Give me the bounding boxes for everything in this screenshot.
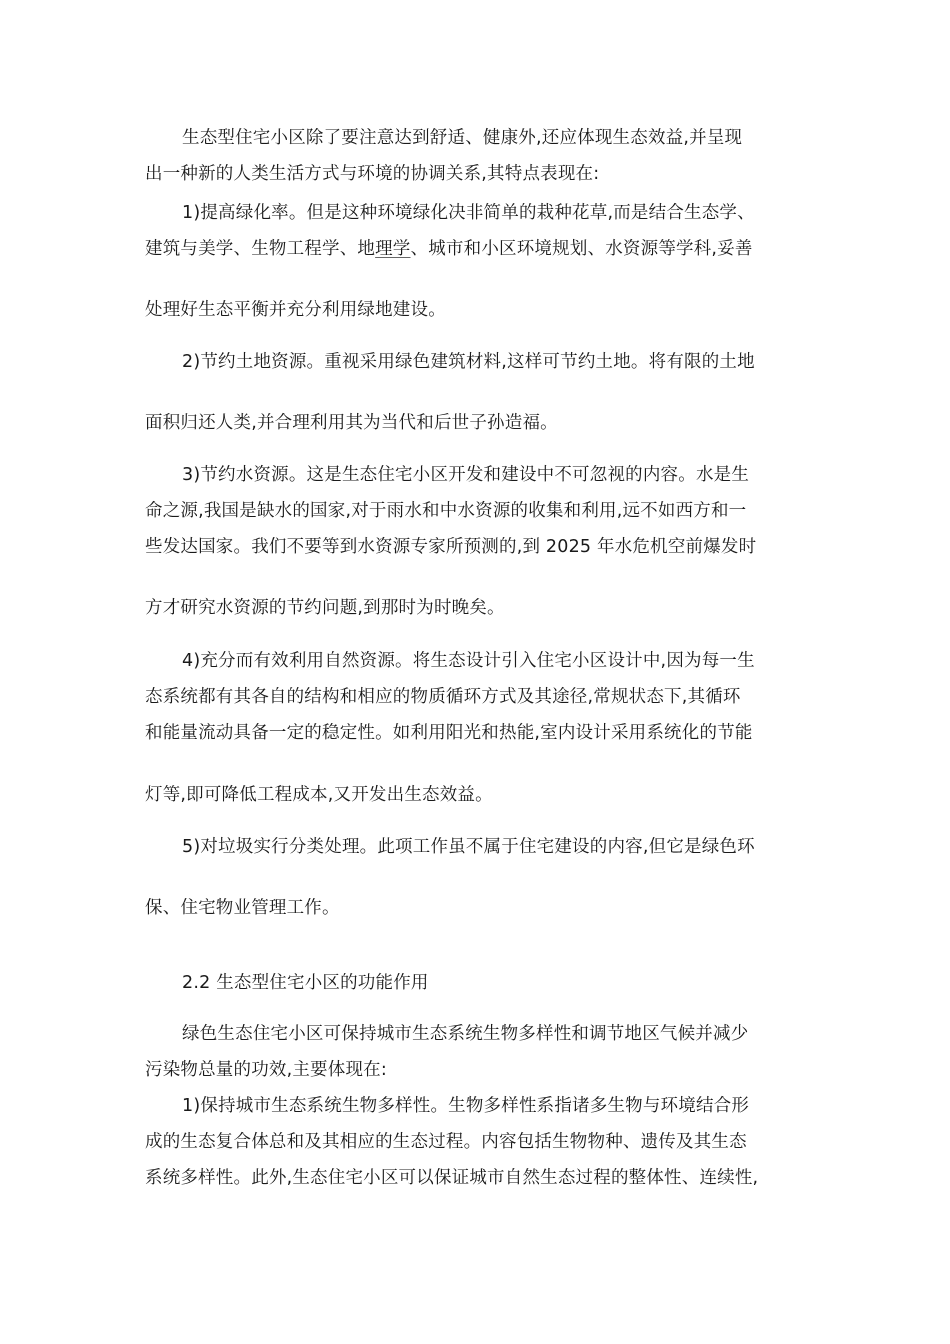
paragraph-line: 命之源,我国是缺水的国家,对于雨水和中水资源的收集和利用,远不如西方和一 (145, 501, 747, 521)
paragraph-line: 和能量流动具备一定的稳定性。如利用阳光和热能,室内设计采用系统化的节能 (145, 723, 753, 743)
paragraph-line: 处理好生态平衡并充分利用绿地建设。 (145, 300, 446, 320)
line-segment: 建筑与美学、生物工程学、地 (145, 239, 376, 259)
term-link[interactable]: 理学 (375, 239, 411, 259)
paragraph-line: 态系统都有其各自的结构和相应的物质循环方式及其途径,常规状态下,其循环 (145, 687, 741, 707)
paragraph-line: 绿色生态住宅小区可保持城市生态系统生物多样性和调节地区气候并减少 (182, 1024, 749, 1044)
paragraph-line: 3)节约水资源。这是生态住宅小区开发和建设中不可忽视的内容。水是生 (182, 465, 750, 485)
paragraph-line: 方才研究水资源的节约问题,到那时为时晚矣。 (145, 598, 505, 618)
paragraph-line: 2)节约土地资源。重视采用绿色建筑材料,这样可节约土地。将有限的土地 (182, 352, 755, 372)
paragraph-line: 系统多样性。此外,生态住宅小区可以保证城市自然生态过程的整体性、连续性, (145, 1168, 759, 1188)
paragraph-line: 1)提高绿化率。但是这种环境绿化决非简单的栽种花草,而是结合生态学、 (182, 203, 755, 223)
paragraph-line: 面积归还人类,并合理利用其为当代和后世子孙造福。 (145, 413, 558, 433)
paragraph-line: 灯等,即可降低工程成本,又开发出生态效益。 (145, 785, 493, 805)
paragraph-line: 1)保持城市生态系统生物多样性。生物多样性系指诸多生物与环境结合形 (182, 1096, 750, 1116)
section-heading: 2.2 生态型住宅小区的功能作用 (182, 973, 429, 993)
paragraph-line: 生态型住宅小区除了要注意达到舒适、健康外,还应体现生态效益,并呈现 (182, 128, 743, 148)
paragraph-line: 4)充分而有效利用自然资源。将生态设计引入住宅小区设计中,因为每一生 (182, 651, 755, 671)
paragraph-line: 保、住宅物业管理工作。 (145, 898, 340, 918)
paragraph-line: 污染物总量的功效,主要体现在: (145, 1060, 387, 1080)
line-segment: 、城市和小区环境规划、水资源等学科,妥善 (410, 239, 753, 259)
paragraph-line: 些发达国家。我们不要等到水资源专家所预测的,到 2025 年水危机空前爆发时 (145, 537, 757, 557)
paragraph-line (145, 237, 753, 261)
paragraph-line: 成的生态复合体总和及其相应的生态过程。内容包括生物物种、遗传及其生态 (145, 1132, 747, 1152)
paragraph-line: 5)对垃圾实行分类处理。此项工作虽不属于住宅建设的内容,但它是绿色环 (182, 837, 755, 857)
paragraph-line: 出一种新的人类生活方式与环境的协调关系,其特点表现在: (145, 164, 600, 184)
